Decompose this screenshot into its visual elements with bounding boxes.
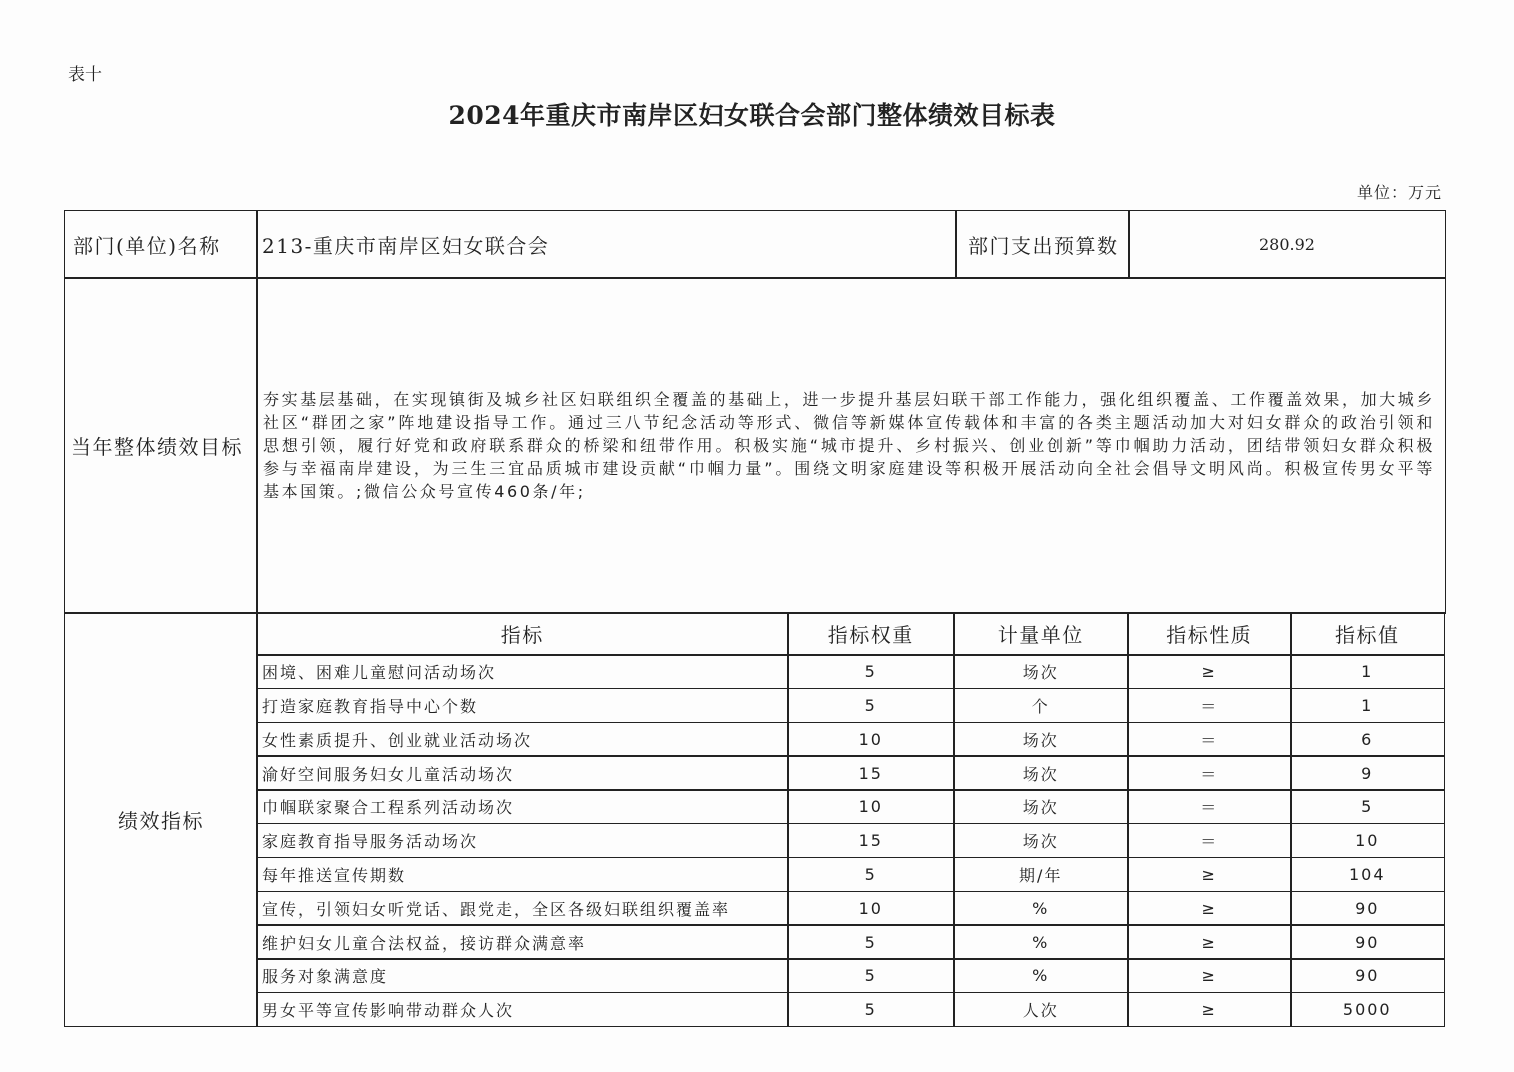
cell-weight: 15 xyxy=(787,823,955,858)
cell-value: 104 xyxy=(1290,857,1445,892)
cell-weight: 15 xyxy=(787,755,955,790)
cell-weight: 5 xyxy=(787,857,955,892)
cell-nature: ＝ xyxy=(1127,823,1292,858)
cell-unit: 场次 xyxy=(953,722,1129,757)
cell-unit: 场次 xyxy=(953,823,1129,858)
cell-indicator: 困境、困难儿童慰问活动场次 xyxy=(256,654,789,689)
cell-value: 90 xyxy=(1290,958,1445,993)
cell-unit: 个 xyxy=(953,688,1129,723)
cell-nature: ＝ xyxy=(1127,688,1292,723)
cell-value: 90 xyxy=(1290,924,1445,959)
cell-value: 9 xyxy=(1290,755,1445,790)
cell-weight: 10 xyxy=(787,891,955,926)
indicators-label: 绩效指标 xyxy=(64,612,258,1027)
cell-indicator: 巾帼联家聚合工程系列活动场次 xyxy=(256,789,789,824)
cell-weight: 5 xyxy=(787,924,955,959)
cell-indicator: 每年推送宣传期数 xyxy=(256,857,789,892)
cell-weight: 5 xyxy=(787,992,955,1027)
cell-nature: ≥ xyxy=(1127,857,1292,892)
cell-nature: ≥ xyxy=(1127,958,1292,993)
cell-weight: 5 xyxy=(787,688,955,723)
cell-indicator: 打造家庭教育指导中心个数 xyxy=(256,688,789,723)
cell-unit: 场次 xyxy=(953,789,1129,824)
cell-nature: ≥ xyxy=(1127,654,1292,689)
cell-nature: ≥ xyxy=(1127,992,1292,1027)
cell-nature: ≥ xyxy=(1127,924,1292,959)
cell-value: 10 xyxy=(1290,823,1445,858)
goal-label: 当年整体绩效目标 xyxy=(64,277,258,614)
cell-value: 5000 xyxy=(1290,992,1445,1027)
cell-unit: % xyxy=(953,924,1129,959)
cell-weight: 5 xyxy=(787,654,955,689)
column-header-weight: 指标权重 xyxy=(787,612,955,656)
cell-value: 5 xyxy=(1290,789,1445,824)
column-header-nature: 指标性质 xyxy=(1127,612,1292,656)
cell-unit: 期/年 xyxy=(953,857,1129,892)
cell-indicator: 维护妇女儿童合法权益，接访群众满意率 xyxy=(256,924,789,959)
cell-indicator: 渝好空间服务妇女儿童活动场次 xyxy=(256,755,789,790)
cell-nature: ≥ xyxy=(1127,891,1292,926)
cell-indicator: 服务对象满意度 xyxy=(256,958,789,993)
cell-value: 90 xyxy=(1290,891,1445,926)
budget-label: 部门支出预算数 xyxy=(955,210,1130,279)
unit-label: 单位：万元 xyxy=(1356,183,1442,202)
cell-unit: 人次 xyxy=(953,992,1129,1027)
goal-text: 夯实基层基础，在实现镇街及城乡社区妇联组织全覆盖的基础上，进一步提升基层妇联干部工作能力，强化组织覆盖、工作覆盖效果，加大城乡社区“群团之家”阵地建设指导工作。通过三八节纪念活动等形式、微信等新媒体宣传载体和丰富的各类主题活动加大对妇女群众的政治引领和思想引领，履行好党和政府联系群众的桥梁和纽带作用。积极实施“城市提升、乡村振兴、创业创新”等巾帼助力活动，团结带领妇女群众积极参与幸福南岸建设，为三生三宜品质城市建设贡献“巾帼力量”。围绕文明家庭建设等积极开展活动向全社会倡导文明风尚。积极宣传男女平等基本国策。;微信公众号宣传460条/年; xyxy=(256,277,1446,614)
cell-nature: ＝ xyxy=(1127,789,1292,824)
cell-value: 1 xyxy=(1290,654,1445,689)
column-header-unit: 计量单位 xyxy=(953,612,1129,656)
document-title: 2024年重庆市南岸区妇女联合会部门整体绩效目标表 xyxy=(448,101,1056,130)
budget-value: 280.92 xyxy=(1128,210,1446,279)
cell-indicator: 家庭教育指导服务活动场次 xyxy=(256,823,789,858)
cell-value: 6 xyxy=(1290,722,1445,757)
cell-unit: % xyxy=(953,891,1129,926)
cell-unit: 场次 xyxy=(953,654,1129,689)
cell-unit: % xyxy=(953,958,1129,993)
cell-weight: 10 xyxy=(787,789,955,824)
dept-name-value: 213-重庆市南岸区妇女联合会 xyxy=(256,210,957,279)
cell-nature: ＝ xyxy=(1127,755,1292,790)
column-header-indicator: 指标 xyxy=(256,612,789,656)
cell-indicator: 男女平等宣传影响带动群众人次 xyxy=(256,992,789,1027)
cell-nature: ＝ xyxy=(1127,722,1292,757)
column-header-value: 指标值 xyxy=(1290,612,1445,656)
cell-unit: 场次 xyxy=(953,755,1129,790)
cell-weight: 5 xyxy=(787,958,955,993)
cell-weight: 10 xyxy=(787,722,955,757)
dept-name-label: 部门(单位)名称 xyxy=(64,210,258,279)
cell-value: 1 xyxy=(1290,688,1445,723)
table-number-label: 表十 xyxy=(68,65,102,85)
cell-indicator: 宣传，引领妇女听党话、跟党走，全区各级妇联组织覆盖率 xyxy=(256,891,789,926)
cell-indicator: 女性素质提升、创业就业活动场次 xyxy=(256,722,789,757)
